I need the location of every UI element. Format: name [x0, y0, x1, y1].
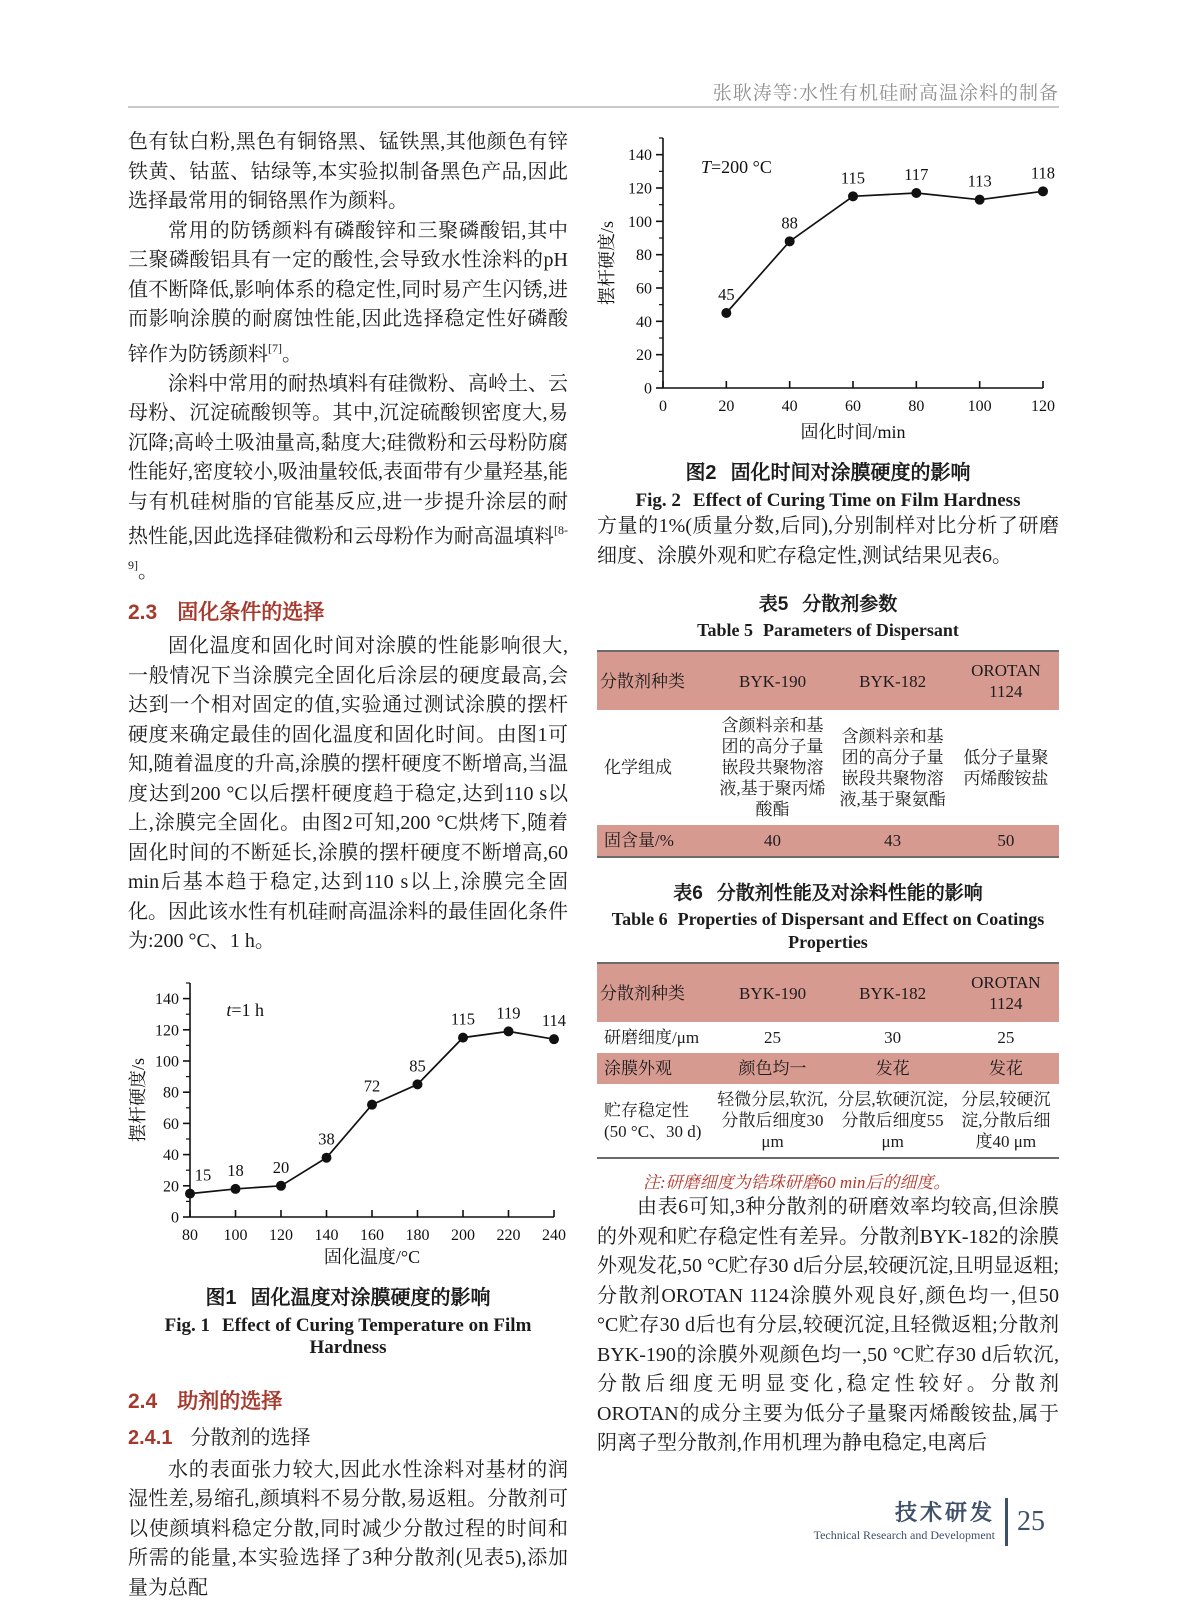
svg-text:120: 120 — [269, 1226, 293, 1244]
table5-header-row — [597, 651, 1059, 710]
table6-row-label: 贮存稳定性 (50 °C、30 d) — [604, 1100, 702, 1141]
svg-text:T=200 °C: T=200 °C — [701, 157, 772, 177]
svg-text:20: 20 — [718, 398, 735, 415]
section-number: 2.4.1 — [128, 1426, 173, 1449]
svg-text:100: 100 — [628, 213, 652, 231]
figure1-caption-cn — [128, 1281, 568, 1310]
table5-header-cell: BYK-190 — [713, 651, 833, 710]
svg-text:140: 140 — [628, 147, 652, 165]
svg-text:0: 0 — [171, 1209, 179, 1227]
svg-text:114: 114 — [541, 1011, 567, 1031]
svg-text:20: 20 — [272, 1157, 290, 1177]
table5-row-label: 固含量/% — [597, 825, 713, 857]
figure2-number-cn: 图2 — [685, 462, 717, 484]
table5-title-text-cn: 分散剂参数 — [802, 594, 898, 615]
svg-text:80: 80 — [163, 1084, 179, 1102]
table5-title-en — [597, 619, 1059, 642]
svg-text:摆杆硬度/s: 摆杆硬度/s — [597, 220, 617, 306]
footer-section — [814, 1501, 995, 1543]
table6-cell: 30 — [884, 1028, 902, 1047]
svg-text:117: 117 — [904, 165, 929, 184]
table6-row-label: 研磨细度/μm — [604, 1028, 700, 1047]
table5-cell: 50 — [953, 825, 1059, 857]
svg-text:100: 100 — [223, 1226, 248, 1244]
svg-text:88: 88 — [781, 213, 798, 233]
svg-text:85: 85 — [409, 1056, 426, 1076]
figure2-caption-en — [597, 490, 1059, 512]
paragraph-text: 。 — [282, 343, 302, 366]
section-number: 2.3 — [128, 601, 158, 625]
table6-row-appearance — [597, 1053, 1059, 1084]
svg-text:80: 80 — [636, 247, 652, 265]
svg-text:0: 0 — [644, 380, 652, 398]
table6-cell: 25 — [997, 1028, 1015, 1047]
svg-text:120: 120 — [628, 180, 652, 198]
table6-title-cn — [597, 878, 1059, 905]
table6-row-label: 涂膜外观 — [597, 1053, 713, 1084]
table6-cell: 发花 — [953, 1053, 1059, 1084]
paragraph-antirust — [128, 217, 568, 370]
svg-text:220: 220 — [496, 1226, 521, 1244]
footer-divider — [1005, 1498, 1008, 1546]
table5-cell: 43 — [833, 825, 953, 857]
figure1-caption-text-en: Effect of Curing Temperature on Film Hardness — [221, 1314, 532, 1358]
svg-text:固化温度/°C: 固化温度/°C — [323, 1246, 421, 1267]
svg-text:40: 40 — [636, 313, 652, 331]
table5-row-composition — [597, 710, 1059, 825]
figure2-line-chart — [597, 124, 1059, 446]
table5-block — [597, 589, 1059, 858]
svg-text:119: 119 — [496, 1003, 521, 1023]
table6-cell: 颜色均一 — [713, 1053, 833, 1084]
svg-text:45: 45 — [718, 285, 735, 304]
table6-cell: 25 — [764, 1028, 782, 1047]
paragraph-dispersant-intro: 水的表面张力较大,因此水性涂料对基材的润湿性差,易缩孔,颜填料不易分散,易返粗。分散剂可以使颜填料稳定分散,同时减少分散过程的时间和所需的能量,本实验选择了3种分散剂(见表5),添加量为总配 — [128, 1458, 568, 1599]
citation-ref-8-9: [8-9] — [128, 523, 568, 573]
section-heading-2-4-1 — [128, 1421, 568, 1450]
figure1-line-chart — [128, 971, 568, 1271]
svg-text:115: 115 — [840, 168, 866, 188]
table6-cell: 发花 — [833, 1053, 953, 1084]
figure1-number-en: Fig. 1 — [164, 1314, 210, 1336]
paragraph-filler — [128, 370, 568, 588]
table5-header-cell: OROTAN 1124 — [953, 651, 1059, 710]
table6-note: 注:研磨细度为锆珠研磨60 min后的细度。 — [643, 1173, 951, 1192]
paragraph-text: 常用的防锈颜料有磷酸锌和三聚磷酸铝,其中三聚磷酸铝具有一定的酸性,会导致水性涂料的pH值不断降低,影响体系的稳定性,同时易产生闪锈,进而影响涂膜的耐腐蚀性能,因此选择稳定性好磷酸锌作为防锈颜料 — [128, 219, 568, 366]
paragraph-sample-prep: 方量的1%(质量分数,后同),分别制样对比分析了研磨细度、涂膜外观和贮存稳定性,测试结果见表6。 — [597, 515, 1059, 567]
section-heading-2-4 — [128, 1385, 568, 1415]
section-title: 分散剂的选择 — [190, 1426, 311, 1449]
table6 — [597, 962, 1059, 1159]
svg-text:15: 15 — [194, 1165, 212, 1185]
svg-text:118: 118 — [1030, 163, 1056, 183]
table5-number-en: Table 5 — [697, 620, 753, 640]
table6-cell: 轻微分层,软沉,分散后细度30 μm — [717, 1090, 828, 1151]
table5-cell: 含颜料亲和基团的高分子量嵌段共聚物溶液,基于聚氨酯 — [839, 726, 946, 809]
page-number: 25 — [1017, 1506, 1045, 1537]
svg-text:100: 100 — [155, 1053, 179, 1071]
figure2-caption-text-cn: 固化时间对涂膜硬度的影响 — [730, 462, 971, 484]
svg-text:180: 180 — [405, 1226, 430, 1244]
table6-row-storage-stability — [597, 1084, 1059, 1158]
table6-header-cell: BYK-182 — [833, 963, 953, 1022]
table6-number-cn: 表6 — [673, 883, 703, 904]
svg-text:t=1 h: t=1 h — [226, 999, 265, 1020]
svg-text:160: 160 — [360, 1226, 384, 1244]
table6-title-text-cn: 分散剂性能及对涂料性能的影响 — [716, 883, 983, 904]
svg-text:120: 120 — [1031, 398, 1055, 415]
paragraph-text: 。 — [138, 560, 158, 583]
table6-header-cell: BYK-190 — [713, 963, 833, 1022]
svg-text:40: 40 — [781, 398, 798, 415]
table5-cell: 低分子量聚丙烯酸铵盐 — [963, 747, 1049, 788]
table6-block — [597, 878, 1059, 1193]
svg-text:120: 120 — [155, 1022, 179, 1040]
header-rule — [128, 106, 1059, 108]
svg-text:18: 18 — [227, 1160, 244, 1180]
table5-title-text-en: Parameters of Dispersant — [762, 620, 959, 640]
table5-header-cell: BYK-182 — [833, 651, 953, 710]
svg-text:100: 100 — [967, 398, 992, 415]
table6-title-text-en: Properties of Dispersant and Effect on Coatings Properties — [677, 909, 1045, 952]
paragraph-pigment: 色有钛白粉,黑色有铜铬黑、锰铁黑,其他颜色有锌铁黄、钴蓝、钴绿等,本实验拟制备黑色产品,因此选择最常用的铜铬黑作为颜料。 — [128, 131, 568, 212]
table6-header-cell: 分散剂种类 — [597, 963, 713, 1022]
table6-number-en: Table 6 — [611, 909, 668, 929]
left-column — [128, 128, 568, 1600]
svg-text:140: 140 — [314, 1226, 339, 1244]
table5-number-cn: 表5 — [758, 594, 789, 615]
svg-text:240: 240 — [542, 1226, 566, 1244]
paragraph-dispersant-discussion: 由表6可知,3种分散剂的研磨效率均较高,但涂膜的外观和贮存稳定性有差异。分散剂BYK-182的涂膜外观发花,50 °C贮存30 d后分层,较硬沉淀,且明显返粗;分散剂OROTAN 1124涂膜外观良好,颜色均一,但50 °C贮存30 d后也有分层,较硬沉淀,且轻微返粗;分散剂BYK-190的涂膜外观颜色均一,50 °C贮存30 d后软沉,分散后细度无明显变化,稳定性较好。分散剂OROTAN的成分主要为低分子量聚丙烯酸铵盐,属于阴离子型分散剂,作用机理为静电稳定,电离后 — [597, 1196, 1059, 1454]
table5-cell: 含颜料亲和基团的高分子量嵌段共聚物溶液,基于聚丙烯酸酯 — [719, 716, 826, 819]
footer-section-cn: 技术研发 — [894, 1500, 995, 1525]
svg-text:113: 113 — [967, 171, 992, 191]
figure2-caption-text-en: Effect of Curing Time on Film Hardness — [692, 490, 1021, 511]
paragraph-text: 涂料中常用的耐热填料有硅微粉、高岭土、云母粉、沉淀硫酸钡等。其中,沉淀硫酸钡密度大,易沉降;高岭土吸油量高,黏度大;硅微粉和云母粉防腐性能好,密度较小,吸油量较低,表面带有少量羟基,能与有机硅树脂的官能基反应,进一步提升涂层的耐热性能,因此选择硅微粉和云母粉作为耐高温填料 — [128, 372, 568, 548]
table6-cell: 分层,较硬沉淀,分散后细度40 μm — [961, 1090, 1051, 1151]
svg-text:40: 40 — [163, 1147, 179, 1165]
citation-ref-7: [7] — [268, 340, 282, 355]
section-number: 2.4 — [128, 1389, 158, 1413]
figure-2 — [597, 124, 1059, 512]
section-title: 助剂的选择 — [177, 1389, 283, 1413]
table5-cell: 40 — [713, 825, 833, 857]
svg-text:200: 200 — [451, 1226, 475, 1244]
svg-text:60: 60 — [636, 280, 652, 298]
table5-row-label: 化学组成 — [604, 758, 672, 777]
svg-text:80: 80 — [908, 398, 925, 415]
paragraph-curing: 固化温度和固化时间对涂膜的性能影响很大,一般情况下当涂膜完全固化后涂层的硬度最高,会达到一个相对固定的值,实验通过测试涂膜的摆杆硬度来确定最佳的固化温度和固化时间。由图1可知,随着温度的升高,涂膜的摆杆硬度不断增高,当温度达到200 °C以后摆杆硬度趋于稳定,达到110 s以上,涂膜完全固化。由图2可知,200 °C烘烤下,随着固化时间的不断延长,涂膜的摆杆硬度不断增高,60 min后基本趋于稳定,达到110 s以上,涂膜完全固化。因此该水性有机硅耐高温涂料的最佳固化条件为:200 °C、1 h。 — [128, 635, 568, 953]
svg-text:20: 20 — [163, 1178, 179, 1196]
svg-text:20: 20 — [636, 347, 652, 365]
svg-text:38: 38 — [318, 1129, 335, 1149]
table6-header-row — [597, 963, 1059, 1022]
svg-text:60: 60 — [845, 398, 861, 415]
svg-text:72: 72 — [363, 1076, 381, 1096]
table5 — [597, 650, 1059, 858]
svg-text:115: 115 — [450, 1009, 476, 1029]
table5-title-cn — [597, 589, 1059, 616]
svg-text:140: 140 — [155, 991, 179, 1009]
figure1-number-cn: 图1 — [205, 1286, 237, 1309]
right-column — [597, 124, 1059, 1459]
running-header-title: 张耿涛等:水性有机硅耐高温涂料的制备 — [712, 83, 1059, 104]
figure1-caption-text-cn: 固化温度对涂膜硬度的影响 — [250, 1286, 491, 1309]
svg-text:60: 60 — [163, 1115, 179, 1133]
svg-text:80: 80 — [182, 1226, 198, 1244]
section-title: 固化条件的选择 — [177, 601, 325, 625]
figure1-caption-en — [128, 1315, 568, 1359]
svg-text:0: 0 — [659, 398, 667, 415]
svg-text:固化时间/min: 固化时间/min — [800, 422, 906, 442]
figure2-number-en: Fig. 2 — [635, 490, 681, 511]
section-heading-2-3 — [128, 596, 568, 626]
page-footer — [814, 1498, 1045, 1546]
table6-cell: 分层,软硬沉淀,分散后细度55 μm — [837, 1090, 948, 1151]
table6-header-cell: OROTAN 1124 — [953, 963, 1059, 1022]
table6-row-fineness — [597, 1022, 1059, 1053]
figure-1 — [128, 971, 568, 1359]
figure2-caption-cn — [597, 456, 1059, 485]
table5-header-cell: 分散剂种类 — [597, 651, 713, 710]
svg-text:摆杆硬度/s: 摆杆硬度/s — [128, 1057, 148, 1142]
table6-title-en — [597, 908, 1059, 954]
table5-row-solid-content — [597, 825, 1059, 857]
footer-section-en: Technical Research and Development — [813, 1528, 995, 1542]
